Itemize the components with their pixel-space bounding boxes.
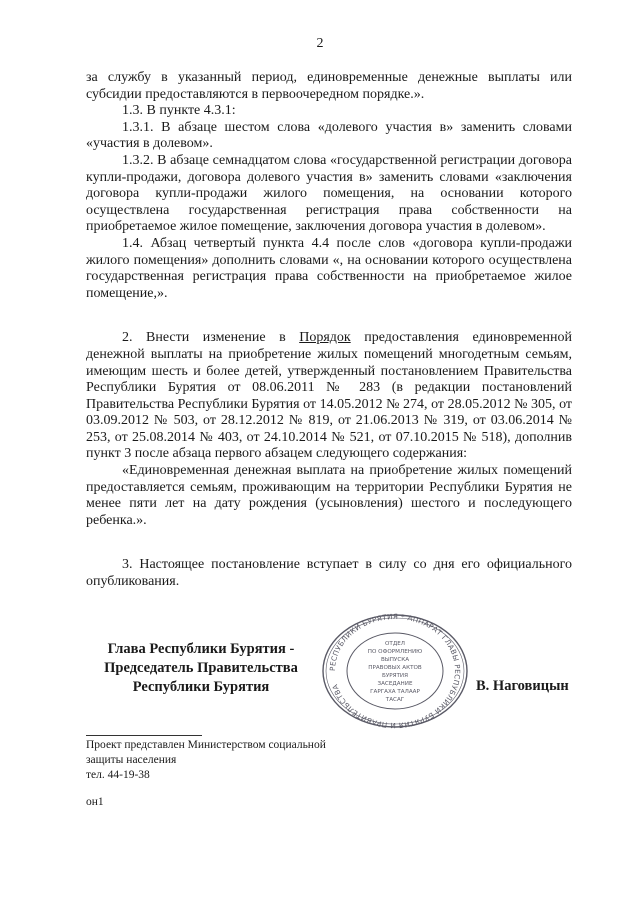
footer-line-2: защиты населения: [86, 754, 177, 766]
official-seal-stamp: [319, 612, 471, 730]
svg-text:ПРАВОВЫХ АКТОВ: ПРАВОВЫХ АКТОВ: [368, 665, 422, 671]
paragraph-quote: «Единовременная денежная выплата на приобретение жилых помещений предоставляется семьям, проживающим на территории Республики Бурятия не менее пяти лет на дату рождения (усыновления) шестого и последующего ребенка.».: [86, 463, 572, 528]
footer-divider: [86, 735, 202, 736]
svg-text:ОТДЕЛ: ОТДЕЛ: [385, 641, 405, 647]
svg-text:ГАРГАХА ТАЛААР: ГАРГАХА ТАЛААР: [370, 689, 420, 695]
svg-text:ВЫПУСКА: ВЫПУСКА: [380, 657, 410, 663]
paragraph-2-start: 2. Внести изменение в: [122, 330, 300, 346]
svg-text:БУРЯТИЯ: БУРЯТИЯ: [382, 673, 408, 679]
svg-text:РЕСПУБЛИКИ БУРЯТИЯ * АППАРАТ Г: РЕСПУБЛИКИ БУРЯТИЯ * АППАРАТ ГЛАВЫ РЕСПУБЛИКИ БУРЯТИЯ И ПРАВИТЕЛЬСТВА: [327, 612, 463, 730]
signatory-line-2: Председатель Правительства: [104, 660, 298, 676]
paragraph-1-3-2: 1.3.2. В абзаце семнадцатом слова «государственной регистрации договора купли-продажи, договора долевого участия в» заменить словами «заключения договора купли-продажи жилого помещения, на основании которого осуществлена государственная регистрация права собственности на приобретаемое жилое помещение, заключения договора участия в долевом».: [86, 152, 572, 235]
footer-code: он1: [86, 796, 104, 808]
poryadok-link[interactable]: Порядок: [299, 330, 351, 346]
paragraph-1-3-1: 1.3.1. В абзаце шестом слова «долевого участия в» заменить словами «участия в долевом».: [86, 119, 572, 152]
footer-phone: тел. 44-19-38: [86, 769, 150, 781]
footer-line-1: Проект представлен Министерством социальной: [86, 739, 326, 751]
signatory-title: [86, 640, 316, 697]
paragraph-continuation: за службу в указанный период, единовременные денежные выплаты или субсидии предоставляются в первоочередном порядке.».: [86, 70, 572, 102]
document-body: [86, 70, 572, 591]
paragraph-1-3: 1.3. В пункте 4.3.1:: [122, 103, 236, 119]
page-number: 2: [316, 36, 324, 51]
paragraph-1-4: 1.4. Абзац четвертый пункта 4.4 после слов «договора купли-продажи жилого помещения» дополнить словами «, на основании которого осуществлена государственная регистрация права собственности на приобретаемое жилое помещение,».: [86, 235, 572, 301]
paragraph-3: 3. Настоящее постановление вступает в силу со дня его официального опубликования.: [86, 557, 572, 590]
signatory-name: В. Наговицын: [476, 678, 569, 694]
signatory-line-1: Глава Республики Бурятия -: [107, 641, 295, 657]
signatory-line-3: Республики Бурятия: [132, 679, 270, 695]
svg-text:ПО ОФОРМЛЕНИЮ: ПО ОФОРМЛЕНИЮ: [367, 649, 423, 655]
footer-note: [86, 738, 326, 810]
svg-text:ЗАСЕДАНИЕ: ЗАСЕДАНИЕ: [377, 681, 413, 687]
paragraph-2-rest: предоставления единовременной денежной выплаты на приобретение жилых помещений многодетным семьям, имеющим шесть и более детей, утвержденный постановлением Правительства Республики Бурятия от 08.06.2011 № 283 (в редакции постановлений Правительства Республики Бурятия от 14.05.2012 № 274, от 28.05.2012 № 305, от 03.09.2012 № 503, от 28.12.2012 № 819, от 21.06.2013 № 319, от 03.06.2014 № 253, от 25.08.2014 № 403, от 24.10.2014 № 521, от 07.10.2015 № 518), дополнив пункт 3 после абзаца первого абзацем следующего содержания:: [86, 330, 572, 462]
paragraph-2: [86, 330, 572, 463]
svg-text:ТАСАГ: ТАСАГ: [385, 697, 405, 703]
